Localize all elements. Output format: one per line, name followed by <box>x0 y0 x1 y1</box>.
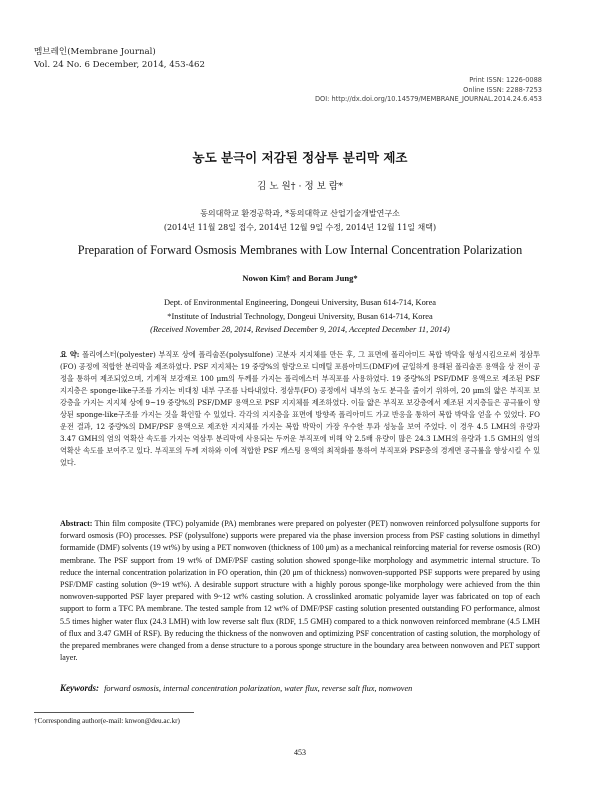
issn-block <box>315 76 542 105</box>
page-number: 453 <box>294 748 306 757</box>
affiliation-english-dates: (Received November 28, 2014, Revised December 9, 2014, Accepted December 11, 2014) <box>150 325 450 335</box>
online-issn: Online ISSN: 2288-7253 <box>463 85 542 94</box>
journal-volume: Vol. 24 No. 6 December, 2014, 453-462 <box>34 59 205 70</box>
abstract-korean-text: 폴리에스터(polyester) 부직포 상에 폴리술폰(polysulfone) 고분자 지지체를 만든 후, 그 표면에 폴리아미드 복합 박막을 형성시킴으로써 정삼투(FO) 공정에 적합한 분리막을 제조하였다. PSF 지지체는 19 중량%의 함량으로 디메틸 포름아미드(DMF)에 균일하게 용해된 폴리술폰 용액을 상 전이 공정을 통하여 제조되었으며, 기계적 보강재로 100 μm의 두께를 가지는 폴리에스터 부직포를 사용하였다. 19 중량%의 PSF/DMF 용액으로 제조된 PSF 지지층은 sponge-like구조를 가지는 비대칭 내부 구조를 나타내었다. 정삼투(FO) 공정에서 내부의 농도 분극을 줄이기 위하여, 20 μm의 얇은 부직포 보강층을 가지는 지지체 상에 9~19 중량%의 PSF/DMF 용액으로 PSF 지지체를 제조하였다. 이들 얇은 부직포 보강층에서 제조된 지지층들은 공극률이 향상된 sponge-like구조를 가지는 것을 확인할 수 있었다. 각각의 지지층을 표면에 방향족 폴리아미드 가교 반응을 통하여 복합 박막을 얻을 수 있었다. FO 운전 결과, 12 중량%의 DMF/PSF 용액으로 제조한 지지체를 가지는 복합 박막이 가장 우수한 투과 성능을 보여 주었다. 이 경우 4.5 LMH의 유량과 3.47 GMH의 염의 역확산 속도를 가지는 역삼투 분리막에 사용되는 두꺼운 부직포에 비해 약 2.5배 유량이 많은 24.3 LMH의 유량과 1.5 GMH의 염의 역확산 속도를 보여주고 있다. 부직포의 두께 저하와 이에 적합한 PSF 캐스팅 용액의 최적화를 통하여 부직포와 PSF층의 경계면 공극률을 향상시킬 수 있었다. <box>60 350 540 467</box>
print-issn: Print ISSN: 1226-0088 <box>469 76 542 84</box>
abstract-korean <box>60 349 540 469</box>
abstract-english <box>60 518 540 664</box>
affiliation-korean <box>0 207 600 235</box>
abstract-korean-label: 요 약: <box>60 350 80 359</box>
abstract-english-text: Thin film composite (TFC) polyamide (PA) membranes were prepared on polyester (PET) nonwoven reinforced polysulfone supports for forward osmosis (FO) processes. PSF (polysulfone) supports were prepared via the phase inversion process from PSF casting solutions in dimethyl formamide (DMF) solvents (19 wt%) by using a PET nonwoven (thickness of 100 μm) as a mechanical reinforcing material for reverse osmosis (RO) membrane. The PSF support from 19 wt% of DMF/PSF casting solution showed sponge-like morphology and asymmetric internal structure. To reduce the internal concentration polarization in FO operation, thin (20 μm of thickness) nonwoven-supported PSF supports were prepared by using PSF/DMF casting solution (9~19 wt%). A desirable support structure with a highly porous sponge-like morphology were achieved from the thin nonwoven-supported PSF layer prepared with 9~12 wt% casting solution. A crosslinked aromatic polyamide layer was fabricated on top of each support to form a TFC PA membrane. The tested sample from 12 wt% of DMF/PSF casting solution presented outstanding FO performance, almost 5.5 times higher water flux (24.3 LMH) with low reverse salt flux (RDF, 1.5 GMH) compared to a thick nonwoven reinforced membrane (4.5 LMH of flux and 3.47 GMH of RSF). By reducing the thickness of the nonwoven and optimizing PSF concentration of casting solution, the morphology of the prepared membranes were changed from a dense structure to a porous sponge structure in the boundary area between nonwoven and PET support layer. <box>60 519 540 663</box>
affiliation-english <box>0 296 600 337</box>
paper-title-korean: 농도 분극이 저감된 정삼투 분리막 제조 <box>192 150 408 165</box>
paper-title-english: Preparation of Forward Osmosis Membranes with Low Internal Concentration Polarization <box>77 243 523 257</box>
keywords-label: Keywords: <box>60 683 99 693</box>
footnote-divider <box>34 712 194 713</box>
keywords-text: forward osmosis, internal concentration polarization, water flux, reverse salt flux, nonwoven <box>104 684 413 693</box>
doi-link[interactable]: DOI: http://dx.doi.org/10.14579/MEMBRANE_JOURNAL.2014.24.6.453 <box>314 95 542 104</box>
affiliation-korean-dates: (2014년 11월 28일 접수, 2014년 12월 9일 수정, 2014년 12월 11일 채택) <box>163 223 437 232</box>
keywords <box>60 683 540 693</box>
affiliation-english-line2: *Institute of Industrial Technology, Dongeui University, Busan 614-714, Korea <box>167 311 433 321</box>
footnote-corresponding-author: †Corresponding author(e-mail: knwon@deu.ac.kr) <box>34 717 180 725</box>
affiliation-english-line1: Dept. of Environmental Engineering, Dongeui University, Busan 614-714, Korea <box>163 298 437 307</box>
abstract-english-label: Abstract: <box>60 519 93 528</box>
affiliation-korean-line1: 동의대학교 환경공학과, *동의대학교 산업기술개발연구소 <box>200 209 400 218</box>
authors-english: Nowon Kim† and Boram Jung* <box>242 273 358 283</box>
journal-name: 멤브레인(Membrane Journal) <box>34 47 156 57</box>
journal-header <box>34 46 205 71</box>
authors-korean: 김 노 원† · 정 보 람* <box>257 181 343 192</box>
